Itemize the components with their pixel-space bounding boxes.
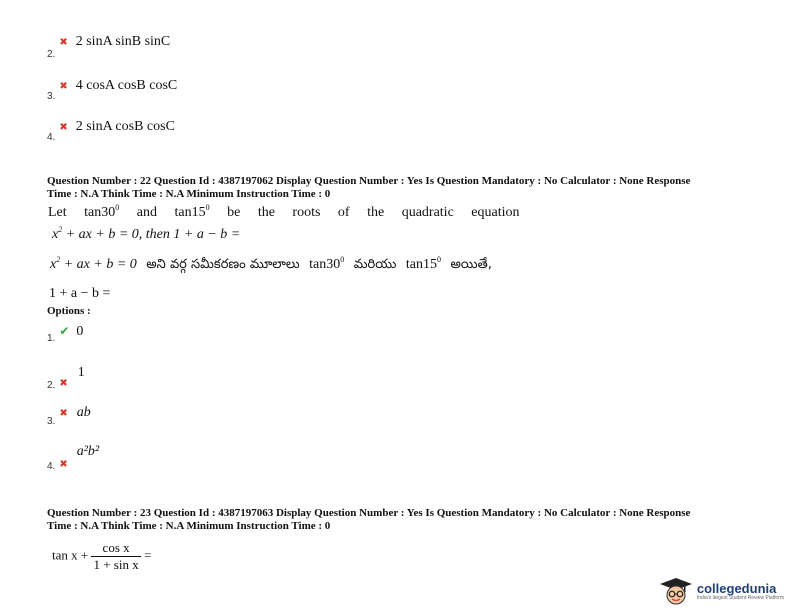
denominator: 1 + sin x — [93, 557, 139, 572]
wrong-mark-icon: ✖ — [59, 37, 68, 48]
header-line-2: Time : N.A Think Time : N.A Minimum Instruction Time : 0 — [47, 520, 331, 532]
q22-option-3 — [47, 403, 91, 427]
question-22-header — [47, 175, 690, 201]
prev-option-3 — [47, 76, 178, 102]
option-number: 1. — [47, 333, 56, 344]
option-number: 4. — [47, 132, 56, 143]
option-number: 2. — [47, 49, 56, 60]
equation-text: + ax + b = 0, then 1 + a − b = — [65, 227, 241, 242]
graduate-mascot-icon — [659, 576, 693, 606]
word: and — [136, 205, 157, 220]
option-text: 2 sinA sinB sinC — [75, 34, 171, 49]
q22-option-1 — [47, 322, 84, 344]
fraction — [91, 540, 140, 573]
prev-option-2 — [47, 32, 171, 60]
option-text: a²b² — [76, 444, 100, 459]
wrong-mark-icon: ✖ — [59, 408, 68, 419]
telugu-text: మరియు — [353, 257, 397, 272]
wrong-mark-icon: ✖ — [59, 378, 68, 389]
option-text: 2 sinA cosB cosC — [75, 119, 175, 134]
word: of — [337, 205, 350, 220]
header-line-1: Question Number : 22 Question Id : 4387197062 Display Question Number : Yes Is Question Mandatory : No Calculator : None Response — [47, 175, 691, 187]
options-label: Options : — [47, 305, 91, 317]
option-text: 1 — [77, 365, 85, 380]
question-22-telugu: $x^2$ + ax + b = 0 అని వర్గ సమీకరణం మూలాలు $\tan 30^0$ మరియు $\tan 15^0$ అయితే, — [50, 255, 492, 272]
word: the — [367, 205, 385, 220]
option-number: 3. — [47, 416, 56, 427]
numerator: cos x — [91, 540, 140, 557]
wrong-mark-icon: ✖ — [59, 81, 68, 92]
telugu-equation: + ax + b = 0 — [63, 257, 137, 272]
telugu-text: అయితే, — [450, 257, 492, 272]
tan15: tan15 — [405, 257, 438, 272]
word: Let — [48, 205, 67, 220]
question-23-expression — [52, 540, 151, 573]
word: be — [227, 205, 241, 220]
prev-option-4 — [47, 117, 175, 143]
word: the — [257, 205, 275, 220]
question-23-header — [47, 507, 690, 533]
q22-option-4 — [47, 442, 100, 472]
expression: 1 + a − b = — [49, 286, 111, 301]
correct-mark-icon: ✔ — [59, 324, 70, 338]
word: roots — [292, 205, 321, 220]
degree: 0 — [340, 255, 345, 264]
option-text: ab — [76, 405, 91, 420]
degree: 0 — [205, 203, 210, 212]
question-22-telugu-expression — [49, 286, 110, 302]
word: equation — [471, 205, 520, 220]
header-line-2: Time : N.A Think Time : N.A Minimum Instruction Time : 0 — [47, 188, 331, 200]
q22-option-2 — [47, 363, 85, 391]
equals-sign: = — [143, 547, 152, 563]
tan30: tan30 — [309, 257, 341, 272]
tan15: tan15 — [174, 205, 206, 220]
wrong-mark-icon: ✖ — [59, 459, 68, 470]
question-22-english — [48, 205, 520, 221]
option-number: 3. — [47, 91, 56, 102]
wrong-mark-icon: ✖ — [59, 122, 68, 133]
expression-lead: tan x + — [52, 547, 89, 563]
option-number: 2. — [47, 380, 56, 391]
option-text: 0 — [76, 324, 84, 339]
option-text: 4 cosA cosB cosC — [75, 78, 178, 93]
brand-name: collegedunia — [696, 580, 777, 596]
header-line-1: Question Number : 23 Question Id : 4387197063 Display Question Number : Yes Is Question Mandatory : No Calculator : None Response — [47, 507, 691, 519]
question-22-equation: $x^2$ + ax + b = 0, then 1 + a − b = — [52, 225, 241, 242]
degree: 0 — [115, 203, 120, 212]
brand-tagline: India's largest Student Review Platform — [696, 594, 784, 601]
collegedunia-logo — [659, 576, 784, 606]
option-number: 4. — [47, 461, 56, 472]
word: quadratic — [401, 205, 454, 220]
telugu-text: అని వర్గ సమీకరణం మూలాలు — [146, 257, 300, 272]
degree: 0 — [437, 255, 442, 264]
tan30: tan30 — [84, 205, 116, 220]
